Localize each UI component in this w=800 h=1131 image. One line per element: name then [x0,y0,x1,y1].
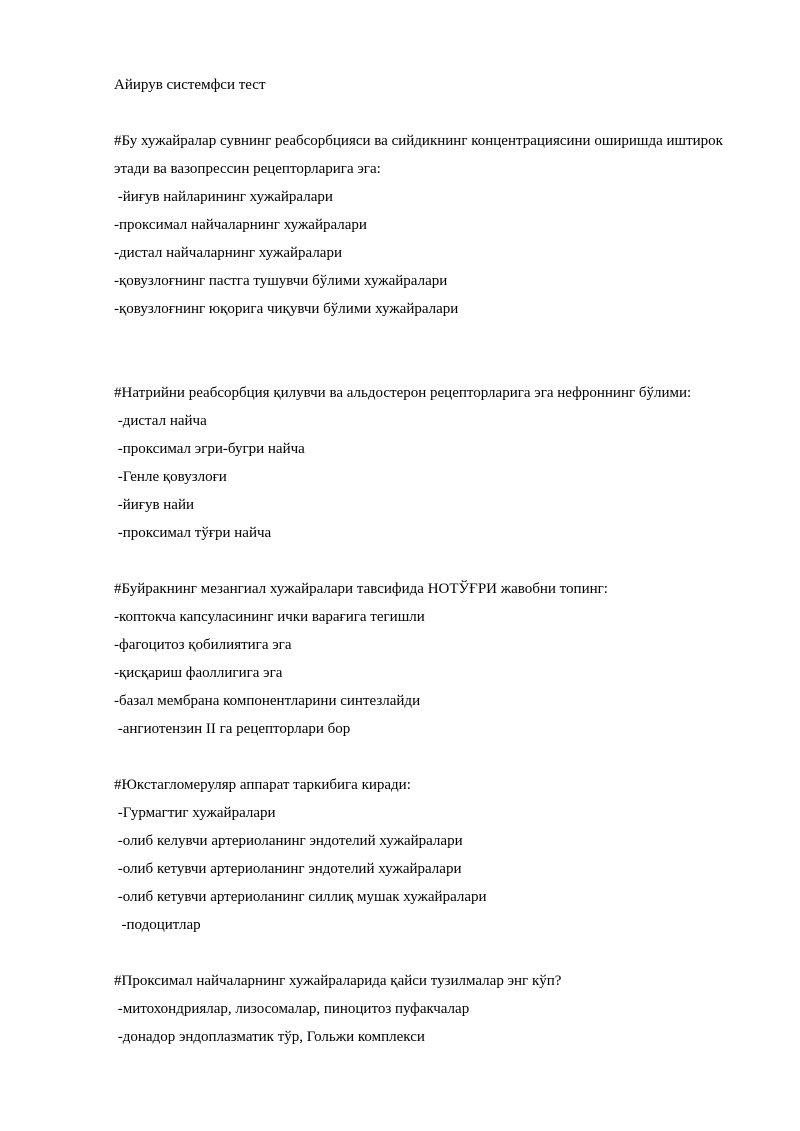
answer-option: -қовузлоғнинг юқорига чиқувчи бўлими хужайралари [114,301,459,317]
question-2 [114,379,754,547]
answer-option: -Гурмагтиг хужайралари [114,805,276,821]
document-content [114,71,754,1051]
answer-option: -олиб кетувчи артериоланинг эндотелий хужайралари [114,861,462,877]
question-text: #Буйракнинг мезангиал хужайралари тавсифида НОТЎҒРИ жавобни топинг: [114,581,608,597]
question-5 [114,967,754,1051]
spacer [114,743,754,771]
spacer [114,99,754,127]
question-text: #Проксимал найчаларнинг хужайраларида қайси тузилмалар энг кўп? [114,973,562,989]
question-text: #Натрийни реабсорбция қилувчи ва альдостерон рецепторларига эга нефроннинг бўлими: [114,385,692,401]
question-text: #Юкстагломеруляр аппарат таркибига киради: [114,777,411,793]
answer-option: -дистал найчаларнинг хужайралари [114,245,342,261]
answer-option: -йиғув найи [114,497,195,513]
spacer [114,939,754,967]
answer-option: -дистал найча [114,413,207,429]
answer-option: -фагоцитоз қобилиятига эга [114,637,292,653]
answer-option: -донадор эндоплазматик тўр, Гольжи комплекси [114,1029,425,1045]
answer-option: -проксимал эгри-бугри найча [114,441,305,457]
answer-option: -йиғув найларининг хужайралари [114,189,333,205]
question-text: #Бу хужайралар сувнинг реабсорбцияси ва сийдикнинг концентрациясини оширишда иштирок этади ва вазопрессин рецепторларига эга: [114,133,723,177]
answer-option: -олиб келувчи артериоланинг эндотелий хужайралари [114,833,463,849]
question-4 [114,771,754,939]
answer-option: -ангиотензин II га рецепторлари бор [114,721,351,737]
document-title: Айирув системфси тест [114,77,266,93]
answer-option: -подоцитлар [114,917,201,933]
answer-option: -базал мембрана компонентларини синтезлайди [114,693,421,709]
spacer [114,323,754,379]
answer-option: -проксимал тўғри найча [114,525,272,541]
answer-option: -қовузлоғнинг пастга тушувчи бўлими хужайралари [114,273,448,289]
answer-option: -проксимал найчаларнинг хужайралари [114,217,367,233]
answer-option: -коптокча капсуласининг ички варағига тегишли [114,609,425,625]
question-3 [114,575,754,743]
answer-option: -митохондриялар, лизосомалар, пиноцитоз пуфакчалар [114,1001,470,1017]
answer-option: -олиб кетувчи артериоланинг силлиқ мушак хужайралари [114,889,487,905]
question-1 [114,127,754,323]
answer-option: -қисқариш фаоллигига эга [114,665,283,681]
spacer [114,547,754,575]
answer-option: -Генле қовузлоғи [114,469,227,485]
